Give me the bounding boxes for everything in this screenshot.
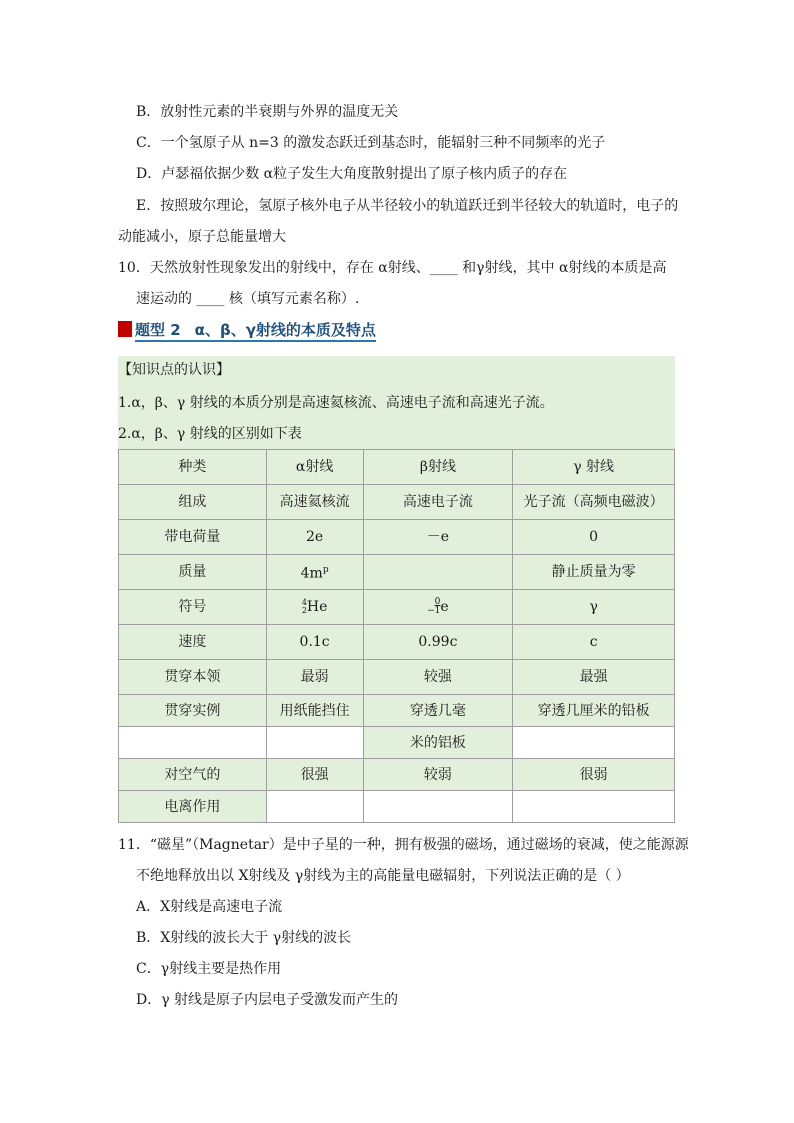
table-cell: 对空气的 <box>119 759 267 791</box>
knowledge-point-1: 1.α，β、γ 射线的本质分别是高速氦核流、高速电子流和高速光子流。 <box>118 395 554 411</box>
table-cell: 穿透几厘米的铅板 <box>513 695 675 727</box>
q11-option-c: C．γ射线主要是热作用 <box>136 961 282 977</box>
q9-option-c: C．一个氢原子从 n=3 的激发态跃迁到基态时，能辐射三种不同频率的光子 <box>136 135 606 151</box>
table-cell <box>363 555 513 590</box>
table-cell <box>266 590 363 625</box>
table-cell <box>513 791 675 823</box>
table-cell <box>266 555 363 590</box>
table-cell: 0.1c <box>266 625 363 660</box>
table-cell <box>266 727 363 759</box>
table-cell: 穿透几毫 <box>363 695 513 727</box>
beta-symbol-charge: −1 <box>427 606 441 616</box>
table-cell: 2e <box>266 520 363 555</box>
table-cell: c <box>513 625 675 660</box>
table-header-cell: 种类 <box>119 450 267 485</box>
table-cell: 最强 <box>513 660 675 695</box>
table-row <box>119 485 675 520</box>
table-cell: γ <box>513 590 675 625</box>
table-cell: 贯穿本领 <box>119 660 267 695</box>
table-cell: 速度 <box>119 625 267 660</box>
table-cell: 较弱 <box>363 759 513 791</box>
table-cell: 米的铝板 <box>363 727 513 759</box>
table-header-row <box>119 450 675 485</box>
table-cell <box>513 727 675 759</box>
table-row-penetration <box>119 695 675 727</box>
table-cell: 符号 <box>119 590 267 625</box>
table-cell: 0 <box>513 520 675 555</box>
table-row <box>119 660 675 695</box>
table-cell: －e <box>363 520 513 555</box>
table-cell <box>363 791 513 823</box>
q9-option-d: D．卢瑟福依据少数 α粒子发生大角度散射提出了原子核内质子的存在 <box>136 166 568 182</box>
table-row <box>119 590 675 625</box>
table-cell: 很强 <box>266 759 363 791</box>
table-header-cell: γ 射线 <box>513 450 675 485</box>
q11-line2: 不绝地释放出以 X射线及 γ射线为主的高能量电磁辐射，下列说法正确的是（ ） <box>136 868 630 884</box>
table-row-ionization <box>119 759 675 791</box>
q11-line1: 11．“磁星”（Magnetar）是中子星的一种，拥有极强的磁场，通过磁场的衰减，使之能源源 <box>118 837 689 853</box>
beta-symbol-mass: 0 <box>434 597 441 607</box>
table-cell: 贯穿实例 <box>119 695 267 727</box>
knowledge-box <box>118 356 675 449</box>
alpha-symbol-mass: 4 <box>301 598 307 607</box>
ray-comparison-table <box>118 449 675 823</box>
q10-line2: 速运动的 ____ 核（填写元素名称）. <box>136 291 360 307</box>
table-row <box>119 555 675 590</box>
q9-option-b: B．放射性元素的半衰期与外界的温度无关 <box>136 104 399 120</box>
section-heading <box>118 319 376 341</box>
table-cell: 质量 <box>119 555 267 590</box>
q9-option-e-cont: 动能减小，原子总能量增大 <box>118 229 286 245</box>
beta-symbol: e <box>440 599 449 615</box>
table-cell: 高速氦核流 <box>266 485 363 520</box>
knowledge-point-2: 2.α，β、γ 射线的区别如下表 <box>118 426 302 442</box>
table-cell: 静止质量为零 <box>513 555 675 590</box>
table-row <box>119 520 675 555</box>
section-title: α、β、γ射线的本质及特点 <box>194 321 376 339</box>
table-cell: 带电荷量 <box>119 520 267 555</box>
q11-option-a: A．X射线是高速电子流 <box>136 899 283 915</box>
knowledge-header: 【知识点的认识】 <box>118 362 230 378</box>
table-cell <box>363 590 513 625</box>
mass-superscript: p <box>322 565 329 576</box>
table-header-cell: α射线 <box>266 450 363 485</box>
section-number: 题型 2 <box>135 321 181 339</box>
table-cell: 光子流（高频电磁波） <box>513 485 675 520</box>
table-row-penetration-cont <box>119 727 675 759</box>
table-cell: 0.99c <box>363 625 513 660</box>
alpha-symbol-charge: 2 <box>301 606 307 615</box>
q11-option-d: D．γ 射线是原子内层电子受激发而产生的 <box>136 992 399 1008</box>
table-cell: 较强 <box>363 660 513 695</box>
table-cell: 最弱 <box>266 660 363 695</box>
q11-option-b: B．X射线的波长大于 γ射线的波长 <box>136 930 352 946</box>
table-row <box>119 625 675 660</box>
mass-value: 4m <box>300 565 323 582</box>
table-cell <box>119 727 267 759</box>
alpha-symbol: He <box>306 599 328 615</box>
table-cell: 电离作用 <box>119 791 267 823</box>
table-cell: 组成 <box>119 485 267 520</box>
table-cell: 高速电子流 <box>363 485 513 520</box>
table-header-cell: β射线 <box>363 450 513 485</box>
q10-line1: 10．天然放射性现象发出的射线中，存在 α射线、____ 和γ射线，其中 α射线的本质是高 <box>118 260 667 276</box>
table-cell: 很弱 <box>513 759 675 791</box>
table-cell <box>266 791 363 823</box>
section-marker <box>118 321 132 337</box>
q9-option-e: E．按照玻尔理论，氢原子核外电子从半径较小的轨道跃迁到半径较大的轨道时，电子的 <box>136 198 679 214</box>
table-row-ionization-cont <box>119 791 675 823</box>
table-cell: 用纸能挡住 <box>266 695 363 727</box>
